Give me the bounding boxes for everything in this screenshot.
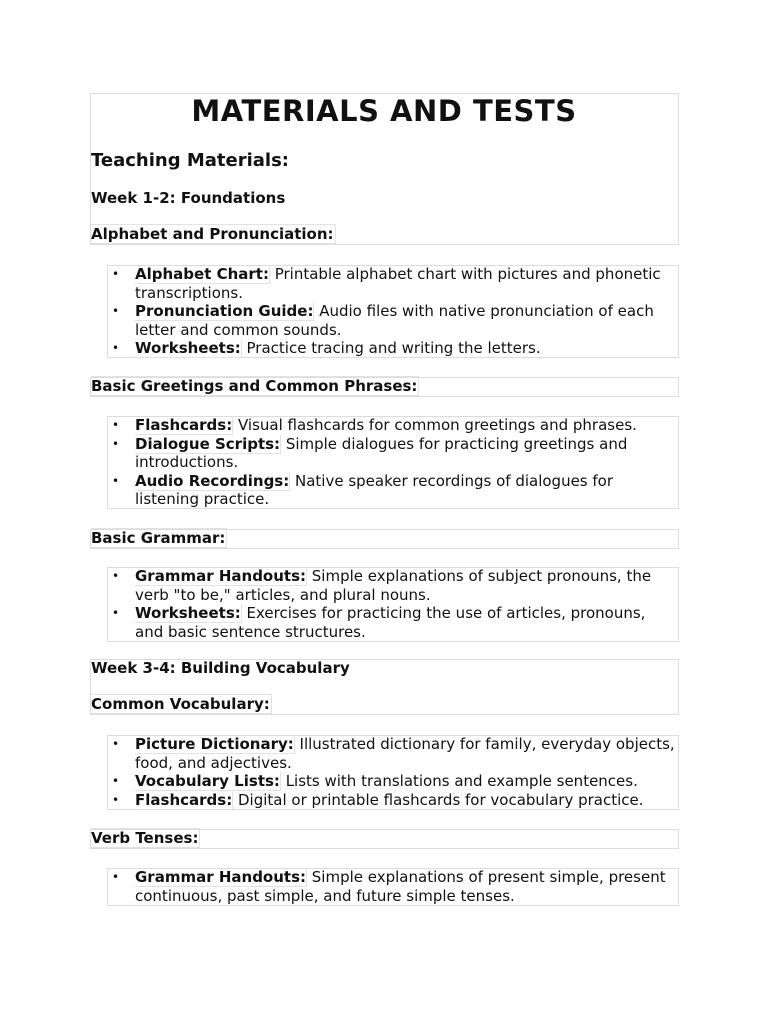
bullet-icon: •: [112, 418, 120, 432]
bullet-icon: •: [112, 473, 120, 488]
week-3-4-heading: Week 3-4: Building Vocabulary: [91, 659, 350, 677]
alphabet-heading: [91, 225, 336, 243]
list-item: [107, 339, 677, 358]
item-description: Digital or printable flashcards for vocabulary practice.: [233, 790, 644, 809]
greetings-heading-label: Basic Greetings and Common Phrases:: [91, 377, 418, 395]
item-term: Flashcards:: [135, 416, 233, 434]
greetings-heading: [91, 377, 419, 395]
alphabet-heading-label: Alphabet and Pronunciation:: [91, 225, 334, 243]
item-term: Alphabet Chart:: [135, 265, 269, 283]
list-item: [107, 265, 677, 302]
list-item: [107, 435, 677, 472]
item-term: Picture Dictionary:: [135, 735, 294, 753]
bullet-icon: •: [112, 774, 120, 789]
list-item: [107, 416, 677, 435]
vocabulary-heading: [91, 695, 272, 713]
item-description: Simple dialogues for practicing greetings and introductions.: [135, 434, 628, 472]
item-description: Native speaker recordings of dialogues for listening practice.: [135, 471, 614, 509]
bullet-icon: •: [112, 870, 120, 884]
item-description: Lists with translations and example sentences.: [280, 772, 638, 791]
item-term: Worksheets:: [135, 339, 241, 358]
list-item: [107, 302, 677, 339]
greetings-list: [107, 416, 677, 509]
bullet-icon: •: [112, 341, 120, 356]
alphabet-list: [107, 265, 677, 358]
item-description: Visual flashcards for common greetings and phrases.: [233, 416, 637, 434]
grammar-heading-label: Basic Grammar:: [91, 529, 226, 547]
week-1-2-heading: Week 1-2: Foundations: [91, 189, 286, 207]
list-item: [107, 772, 677, 791]
item-term: Audio Recordings:: [135, 471, 290, 490]
item-description: Printable alphabet chart with pictures and phonetic transcriptions.: [135, 265, 661, 302]
item-term: Grammar Handouts:: [135, 567, 307, 585]
verb-tenses-list: [107, 868, 677, 905]
bullet-icon: •: [112, 569, 120, 583]
item-term: Pronunciation Guide:: [135, 302, 314, 321]
list-item: [107, 567, 677, 604]
bullet-icon: •: [112, 792, 120, 807]
item-term: Dialogue Scripts:: [135, 434, 281, 453]
item-term: Vocabulary Lists:: [135, 772, 280, 791]
list-item: [107, 791, 677, 810]
list-item: [107, 868, 677, 905]
list-item: [107, 604, 677, 641]
item-term: Worksheets:: [135, 604, 241, 623]
item-term: Grammar Handouts:: [135, 868, 307, 886]
bullet-icon: •: [112, 737, 120, 751]
item-description: Simple explanations of present simple, present continuous, past simple, and future simple tenses.: [135, 868, 666, 905]
bullet-icon: •: [112, 267, 120, 281]
verb-tenses-heading: [91, 829, 200, 847]
item-description: Exercises for practicing the use of articles, pronouns, and basic sentence structures.: [135, 604, 646, 641]
bullet-icon: •: [112, 304, 120, 319]
bullet-icon: •: [112, 436, 120, 451]
list-item: [107, 472, 677, 509]
verb-tenses-heading-label: Verb Tenses:: [91, 829, 199, 847]
vocabulary-heading-label: Common Vocabulary:: [91, 695, 270, 713]
item-description: Audio files with native pronunciation of each letter and common sounds.: [135, 302, 654, 339]
vocabulary-list: [107, 735, 677, 809]
item-description: Practice tracing and writing the letters.: [241, 339, 541, 358]
page-title: MATERIALS AND TESTS: [191, 94, 577, 128]
item-description: Illustrated dictionary for family, everyday objects, food, and adjectives.: [135, 735, 675, 772]
list-item: [107, 735, 677, 772]
teaching-materials-heading: Teaching Materials:: [91, 150, 290, 171]
grammar-heading: [91, 529, 227, 547]
item-description: Simple explanations of subject pronouns, the verb "to be," articles, and plural nouns.: [135, 567, 652, 604]
item-term: Flashcards:: [135, 790, 233, 809]
grammar-list: [107, 567, 677, 641]
bullet-icon: •: [112, 606, 120, 621]
